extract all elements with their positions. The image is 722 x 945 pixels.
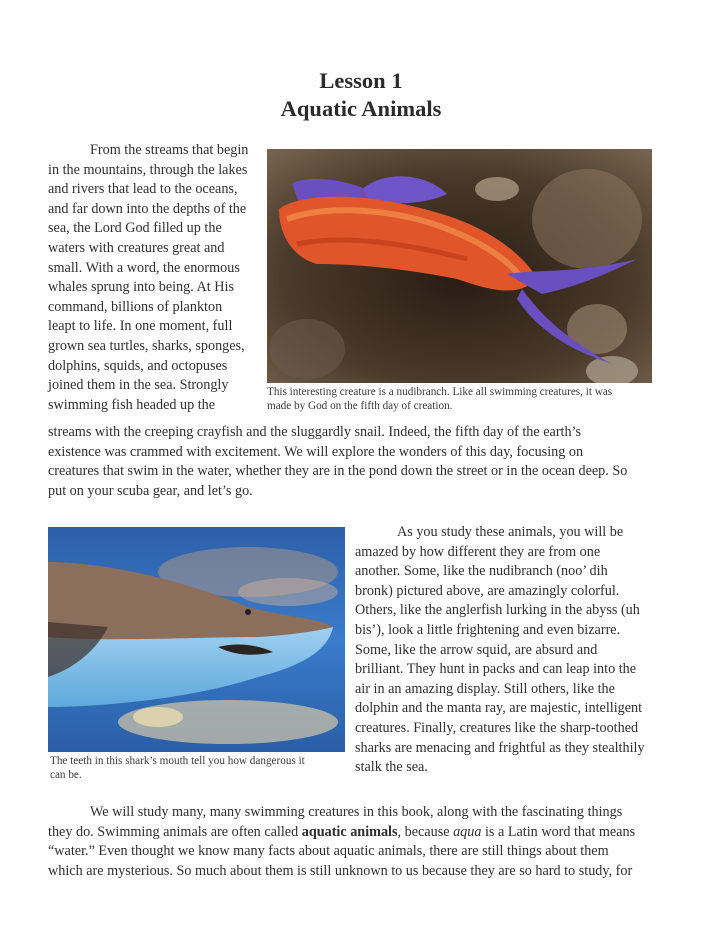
text-line: whales sprung into being. At His	[48, 279, 235, 296]
text-line: We will study many, many swimming creatures in this book, along with the fascinating things	[90, 804, 623, 820]
text-line: brilliant. They hunt in packs and can leap into the	[355, 661, 637, 678]
text-line: existence was crammed with excitement. We will explore the wonders of this day, focusing on	[48, 443, 584, 460]
nudibranch-image-icon	[267, 149, 652, 383]
shark-caption	[50, 755, 350, 782]
text-line: grown sea turtles, sharks, sponges,	[48, 337, 245, 354]
text-line: in the mountains, through the lakes	[48, 161, 248, 178]
text-line: which are mysterious. So much about them is still unknown to us because they are so hard to study, for	[48, 862, 633, 879]
text-line: sea, the Lord God filled up the	[48, 220, 222, 237]
closing-paragraph	[48, 803, 688, 881]
page-title-line2: Aquatic Animals	[280, 96, 442, 121]
study-paragraph	[355, 523, 675, 778]
text-line: streams with the creeping crayfish and the sluggardly snail. Indeed, the fifth day of the earth’s	[48, 424, 582, 440]
text-line: Others, like the anglerfish lurking in the abyss (uh	[355, 602, 640, 619]
text-line: another. Some, like the nudibranch (noo’ dih	[355, 563, 608, 580]
text-line: “water.” Even thought we know many facts about aquatic animals, there are still things about them	[48, 843, 609, 860]
shark-photo	[48, 527, 345, 752]
text-line: From the streams that begin	[90, 142, 249, 158]
text-line: stalk the sea.	[355, 759, 428, 776]
text-line: creatures that swim in the water, whether they are in the pond down the street or in the ocean deep. So	[48, 463, 628, 480]
caption-line: can be.	[50, 768, 82, 781]
text-line: and far down into the depths of the	[48, 200, 247, 217]
text-line: leapt to life. In one moment, full	[48, 318, 233, 335]
text-line: command, billions of plankton	[48, 298, 223, 315]
caption-line: The teeth in this shark’s mouth tell you how dangerous it	[50, 755, 305, 767]
text-line: Some, like the arrow squid, are absurd and	[355, 641, 598, 658]
text-line: bis’), look a little frightening and even bizarre.	[355, 621, 621, 638]
text-line: creatures. Finally, creatures like the sharp-toothed	[355, 719, 639, 736]
text-line: dolphin and the manta ray, are majestic, intelligent	[355, 700, 643, 717]
intro-paragraph	[48, 141, 263, 415]
page-title-line1: Lesson 1	[319, 68, 403, 93]
text-line: amazed by how different they are from one	[355, 543, 601, 560]
text-line: waters with creatures great and	[48, 239, 225, 256]
caption-line: This interesting creature is a nudibranch. Like all swimming creatures, it was	[267, 386, 613, 398]
text-line: bronk) pictured above, are amazingly colorful.	[355, 582, 620, 599]
text-line: and rivers that lead to the oceans,	[48, 181, 238, 198]
text-line	[48, 823, 688, 843]
term-aquatic-animals: aquatic animals	[301, 823, 398, 840]
text-fragment: is a Latin word that means	[481, 823, 636, 840]
intro-paragraph-continued	[48, 423, 688, 501]
text-line: joined them in the sea. Strongly	[48, 377, 229, 394]
shark-image-icon	[48, 527, 345, 752]
text-line: small. With a word, the enormous	[48, 259, 240, 276]
text-line: swimming fish headed up the	[48, 396, 216, 413]
caption-line: made by God on the fifth day of creation.	[267, 399, 453, 412]
text-line: As you study these animals, you will be	[397, 524, 624, 540]
text-line: sharks are menacing and frightful as they stealthily	[355, 739, 645, 756]
nudibranch-caption	[267, 386, 667, 413]
nudibranch-photo	[267, 149, 652, 383]
text-fragment: they do. Swimming animals are often called	[48, 823, 302, 840]
text-line: air in an amazing display. Still others, like the	[355, 680, 615, 697]
text-line: put on your scuba gear, and let’s go.	[48, 482, 253, 499]
text-line: dolphins, squids, and octopuses	[48, 357, 228, 374]
text-fragment: , because	[397, 823, 454, 840]
term-aqua: aqua	[453, 823, 482, 840]
